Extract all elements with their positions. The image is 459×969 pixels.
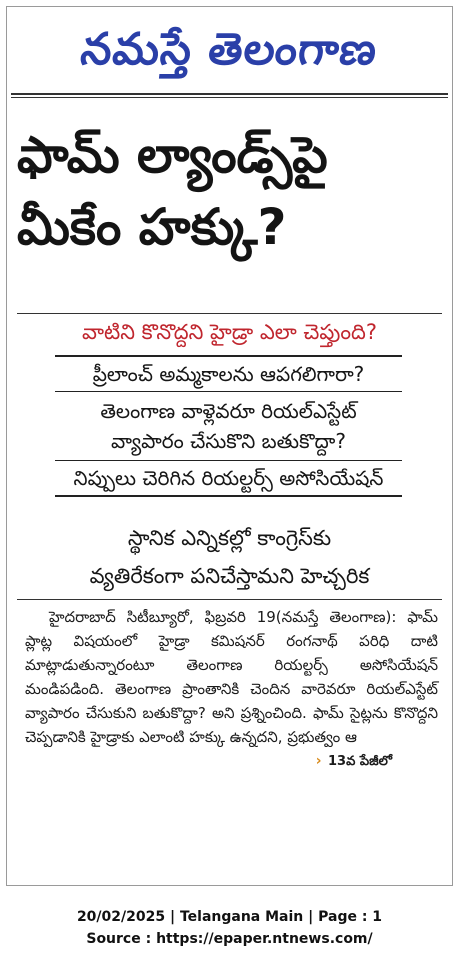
source-footer bbox=[0, 906, 459, 950]
subhead-2 bbox=[55, 392, 402, 461]
newspaper-clipping bbox=[6, 6, 453, 886]
deck-question: వాటిని కొనొద్దని హైడ్రా ఎలా చెప్తుంది? bbox=[17, 313, 442, 349]
subhead-1: ప్రీలాంచ్ అమ్మకాలను ఆపగలిగారా? bbox=[55, 357, 402, 392]
subhead-3: నిప్పులు చెరిగిన రియల్టర్స్ అసోసియేషన్ bbox=[73, 466, 384, 490]
article-paragraph: హైదరాబాద్ సిటీబ్యూరో, ఫిబ్రవరి 19(నమస్తే తెలంగాణ): ఫామ్ ప్లాట్ల విషయంలో హైడ్రా కమిషనర్ రంగనాథ్ పరిధి దాటి మాట్లాడుతున్నారంటూ తెలంగాణ రియల్టర్స్ అసోసియేషన్ మండిపడింది. తెలంగాణ ప్రాంతానికి చెందిన వారెవరూ రియల్‌ఎస్టేట్ వ్యాపారం చేసుకుని బతుకొద్దా? అని ప్రశ్నించింది. ఫామ్ సైట్లను కొనొద్దని చెప్పడానికి హైడ్రాకు ఎలాంటి హక్కు ఉన్నదని, ప్రభుత్వం ఆ bbox=[25, 608, 438, 746]
footer-source-line: Source : https://epaper.ntnews.com/ bbox=[86, 931, 373, 947]
masthead bbox=[7, 11, 452, 89]
secondary-line-1: స్థానిక ఎన్నికల్లో కాంగ్రెస్‌కు bbox=[127, 526, 332, 550]
secondary-headline bbox=[47, 519, 412, 595]
secondary-line-2: వ్యతిరేకంగా పనిచేస్తామని హెచ్చరిక bbox=[89, 564, 370, 588]
subhead-2-line-1: తెలంగాణ వాళ్లెవరూ రియల్‌ఎస్టేట్ bbox=[100, 399, 357, 423]
article-body bbox=[25, 605, 438, 749]
masthead-title: నమస్తే తెలంగాణ bbox=[78, 24, 381, 75]
masthead-divider bbox=[11, 93, 448, 98]
headline-line-1: ఫామ్ ల్యాండ్స్‌పై bbox=[17, 126, 328, 184]
subhead-2-line-2: వ్యాపారం చేసుకొని బతుకొద్దా? bbox=[111, 429, 346, 453]
continued-on-page bbox=[316, 753, 392, 772]
headline-line-2: మీకేం హక్కు? bbox=[17, 198, 287, 256]
body-divider bbox=[17, 599, 442, 600]
jump-label: 13వ పేజీలో bbox=[328, 754, 392, 769]
headline bbox=[17, 119, 442, 263]
jump-arrow-icon: › bbox=[315, 753, 322, 769]
subheads-box bbox=[55, 355, 402, 497]
footer-edition-line: 20/02/2025 | Telangana Main | Page : 1 bbox=[76, 909, 383, 925]
